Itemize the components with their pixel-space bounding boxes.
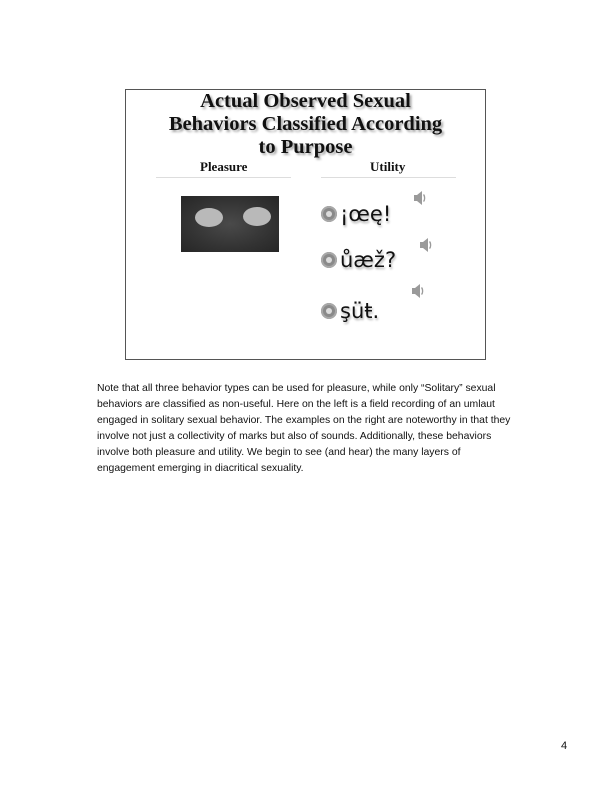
speaker-icon[interactable]	[413, 190, 427, 206]
slide-frame	[125, 89, 486, 360]
utility-item-text: ůæž?	[340, 248, 397, 272]
utility-heading: Utility	[370, 159, 406, 174]
utility-divider	[321, 177, 456, 178]
title-line-2: Behaviors Classified According	[168, 113, 443, 135]
speaker-icon[interactable]	[411, 283, 425, 299]
film-reel-icon[interactable]	[321, 206, 337, 222]
pleasure-divider	[156, 177, 291, 178]
page-number: 4	[561, 740, 568, 752]
film-reel-icon[interactable]	[321, 303, 337, 319]
slide-title	[126, 90, 485, 159]
film-reel-icon[interactable]	[321, 252, 337, 268]
utility-item[interactable]	[321, 243, 396, 277]
utility-item-text: şüŧ.	[340, 299, 380, 323]
title-line-1: Actual Observed Sexual	[200, 90, 411, 112]
utility-item[interactable]	[321, 197, 391, 231]
pleasure-heading: Pleasure	[200, 159, 248, 174]
speaker-icon[interactable]	[419, 237, 433, 253]
title-line-3: to Purpose	[258, 136, 353, 158]
utility-item-text: ¡œę!	[340, 202, 392, 226]
umlaut-dot-left	[195, 208, 223, 227]
umlaut-field-photo	[181, 196, 279, 252]
utility-item[interactable]	[321, 294, 379, 328]
umlaut-dot-right	[243, 207, 271, 226]
speaker-notes: Note that all three behavior types can be used for pleasure, while only “Solitary” sexual behaviors are classified as non-useful. Here on the left is a field recording of an umlaut engaged in solitary sexual behavior. The examples on the right are noteworthy in that they involve not just a collectivity of marks but also of sounds. Additionally, these behaviors involve both pleasure and utility. We begin to see (and hear) the many layers of engagement emerging in diacritical sexuality.	[97, 383, 511, 474]
